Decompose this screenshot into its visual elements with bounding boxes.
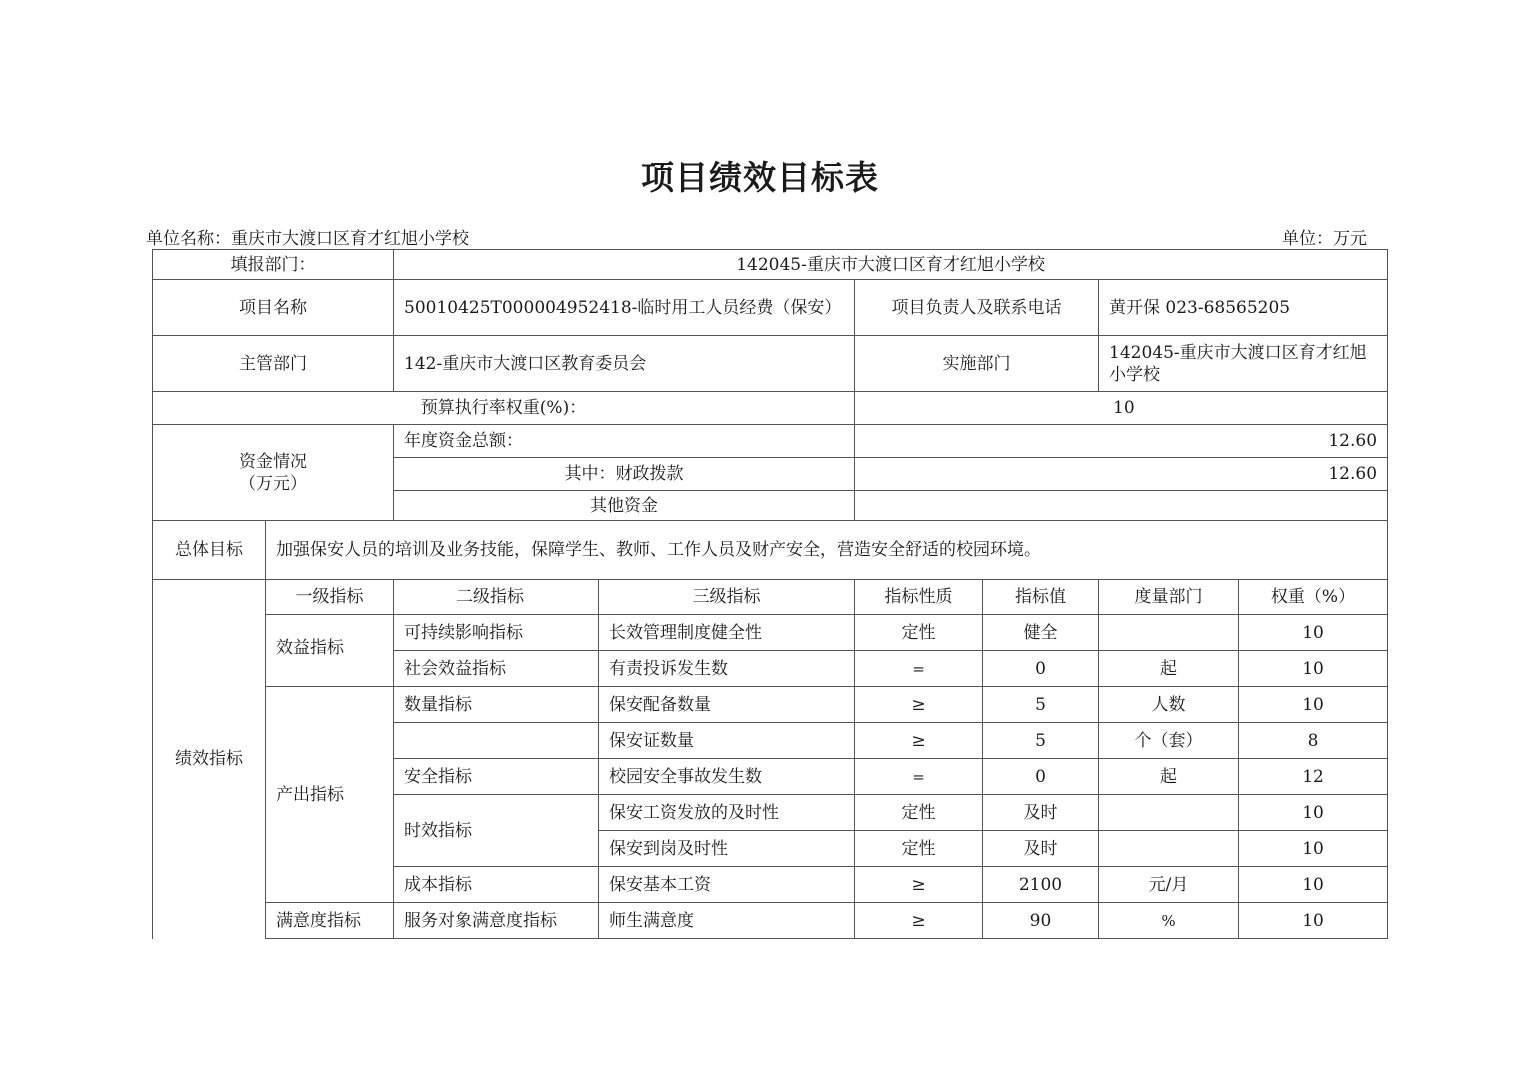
table-row [153,687,1388,723]
header-value: 指标值 [983,580,1099,615]
row-level3: 保安证数量 [599,723,855,759]
supervisor-label: 主管部门 [153,336,394,392]
level1-benefit [266,615,394,687]
currency-unit: 单位：万元 [1282,229,1367,249]
row-nature: = [855,759,983,795]
header-weight: 权重（%） [1239,580,1388,615]
owner-label: 项目负责人及联系电话 [855,280,1099,336]
project-name-row [153,280,1388,336]
project-name-value: 50010425T000004952418-临时用工人员经费（保安） [394,280,855,336]
row-level2: 成本指标 [394,867,599,903]
row-nature: ≥ [855,903,983,939]
row-value: 2100 [983,867,1099,903]
funds-label-line2: （万元） [239,473,307,494]
row-level2: 服务对象满意度指标 [394,903,599,939]
row-unit: 个（套） [1099,723,1239,759]
row-weight: 10 [1239,867,1388,903]
header-level3: 三级指标 [599,580,855,615]
fill-dept-value: 142045-重庆市大渡口区育才红旭小学校 [394,250,1388,280]
row-nature: 定性 [855,831,983,867]
row-value: 0 [983,759,1099,795]
row-nature: = [855,651,983,687]
row-unit: % [1099,903,1239,939]
fill-dept-row [153,250,1388,280]
row-level3: 校园安全事故发生数 [599,759,855,795]
row-weight: 10 [1239,831,1388,867]
budget-weight-value: 10 [855,392,1388,425]
supervisor-row [153,336,1388,392]
row-level2: 安全指标 [394,759,599,795]
supervisor-value: 142-重庆市大渡口区教育委员会 [394,336,855,392]
goal-row [153,521,1388,580]
row-value: 健全 [983,615,1099,651]
header-nature: 指标性质 [855,580,983,615]
funds-label [153,425,394,521]
row-unit: 元/月 [1099,867,1239,903]
funds-fiscal-label: 其中：财政拨款 [394,458,855,491]
project-name-label: 项目名称 [153,280,394,336]
funds-total-label: 年度资金总额： [394,425,855,458]
row-nature: ≥ [855,687,983,723]
row-level2 [394,723,599,759]
indicators-section-label: 绩效指标 [153,580,266,939]
funds-other-label: 其他资金 [394,491,855,521]
row-unit [1099,831,1239,867]
row-nature: 定性 [855,615,983,651]
row-level2: 社会效益指标 [394,651,599,687]
row-nature: ≥ [855,867,983,903]
row-weight: 10 [1239,903,1388,939]
goal-label: 总体目标 [153,521,266,580]
row-weight: 10 [1239,795,1388,831]
row-level3: 保安配备数量 [599,687,855,723]
row-value: 5 [983,723,1099,759]
row-value: 0 [983,651,1099,687]
impl-value: 142045-重庆市大渡口区育才红旭小学校 [1099,336,1388,392]
row-value: 及时 [983,831,1099,867]
table-row [153,615,1388,651]
row-weight: 12 [1239,759,1388,795]
row-unit: 起 [1099,759,1239,795]
row-value: 及时 [983,795,1099,831]
row-level3: 保安基本工资 [599,867,855,903]
row-unit: 起 [1099,651,1239,687]
row-level2-timeliness: 时效指标 [394,795,599,867]
level1-output: 产出指标 [266,687,394,903]
row-nature: 定性 [855,795,983,831]
row-level3: 师生满意度 [599,903,855,939]
goal-text: 加强保安人员的培训及业务技能，保障学生、教师、工作人员及财产安全，营造安全舒适的校园环境。 [266,521,1388,580]
level1-benefit-label: 效益指标 [276,638,344,658]
row-weight: 10 [1239,651,1388,687]
budget-weight-label: 预算执行率权重(%)： [153,392,855,425]
row-nature: ≥ [855,723,983,759]
row-level2: 可持续影响指标 [394,615,599,651]
unit-name: 单位名称：重庆市大渡口区育才红旭小学校 [146,229,469,249]
header-unit: 度量部门 [1099,580,1239,615]
page-title: 项目绩效目标表 [641,158,879,197]
row-weight: 8 [1239,723,1388,759]
funds-fiscal-value: 12.60 [855,458,1388,491]
impl-label: 实施部门 [855,336,1099,392]
header-level1: 一级指标 [266,580,394,615]
row-value: 5 [983,687,1099,723]
fill-dept-label: 填报部门： [153,250,394,280]
indicator-header-row [153,580,1388,615]
row-unit [1099,795,1239,831]
funds-total-value: 12.60 [855,425,1388,458]
row-level3: 长效管理制度健全性 [599,615,855,651]
row-level3: 保安到岗及时性 [599,831,855,867]
row-weight: 10 [1239,615,1388,651]
row-unit [1099,615,1239,651]
funds-label-line1: 资金情况 [239,451,307,472]
performance-table [152,249,1388,939]
funds-total-row [153,425,1388,458]
header-level2: 二级指标 [394,580,599,615]
row-unit: 人数 [1099,687,1239,723]
row-level3: 有责投诉发生数 [599,651,855,687]
table-row [153,903,1388,939]
owner-value: 黄开保 023-68565205 [1099,280,1388,336]
row-weight: 10 [1239,687,1388,723]
level1-satisfaction: 满意度指标 [266,903,394,939]
funds-other-value [855,491,1388,521]
row-level3: 保安工资发放的及时性 [599,795,855,831]
row-value: 90 [983,903,1099,939]
row-level2: 数量指标 [394,687,599,723]
budget-weight-row [153,392,1388,425]
